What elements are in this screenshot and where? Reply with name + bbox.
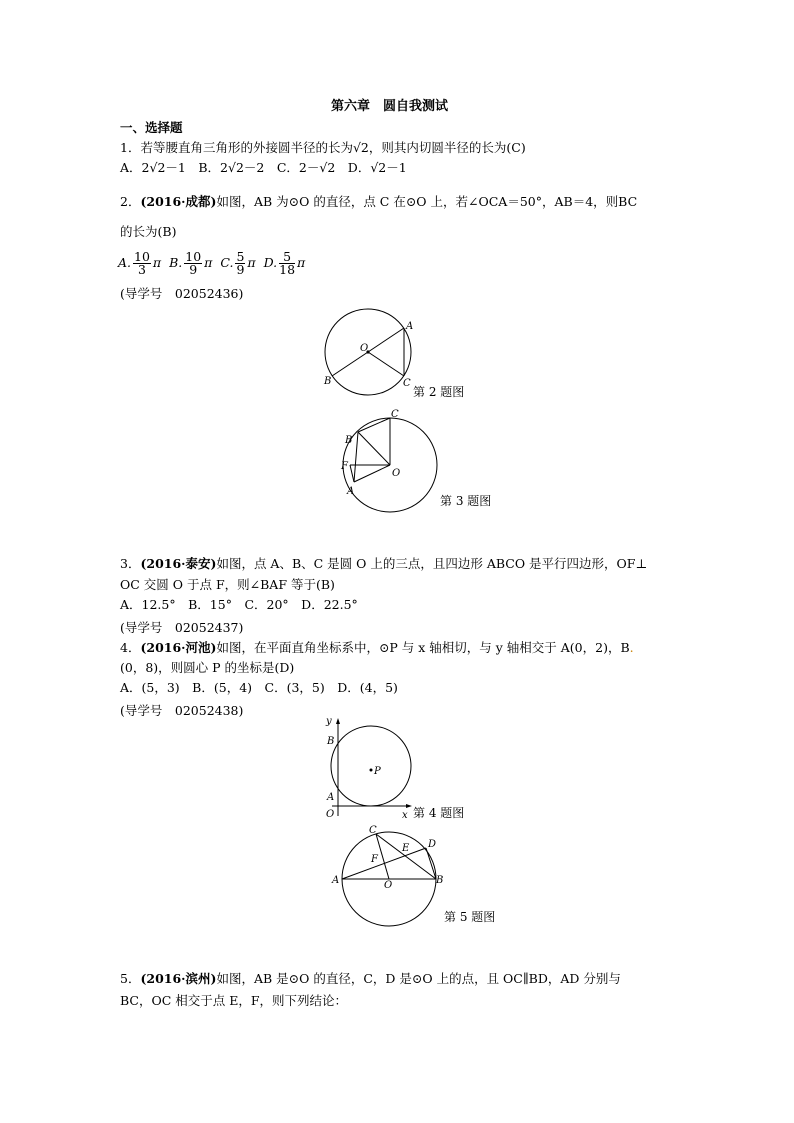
- figure-3-caption: 第 3 题图: [440, 494, 492, 508]
- question-2-source: (2016·成都): [140, 194, 217, 209]
- fig4-label-y: y: [326, 716, 332, 727]
- fig3-label-c: C: [391, 409, 399, 420]
- page-title: 第六章 圆自我测试: [331, 99, 449, 114]
- question-2-line2: 的长为(B): [120, 224, 177, 239]
- fig5-label-o: O: [384, 880, 393, 891]
- fig4-label-b: B: [327, 736, 335, 747]
- fig4-label-o: O: [326, 809, 335, 820]
- question-4-line1: 4．(2016·河池)如图，在平面直角坐标系中，⊙P 与 x 轴相切，与 y 轴相交于 A(0，2)，B.: [120, 640, 634, 655]
- question-5-line1: 5．(2016·滨州)如图，AB 是⊙O 的直径，C，D 是⊙O 上的点，且 OC∥BD，AD 分别与: [120, 971, 621, 986]
- fig2-label-a: A: [406, 321, 414, 332]
- question-3-line2: OC 交圆 O 于点 F，则∠BAF 等于(B): [120, 577, 335, 592]
- fig5-label-d: D: [428, 839, 437, 850]
- figure-5: [330, 822, 520, 932]
- figure-3: [340, 410, 500, 510]
- question-4-source: (2016·河池): [140, 640, 217, 655]
- question-3-guide-number: (导学号 02052437): [120, 620, 244, 635]
- fig2-label-b: B: [324, 376, 332, 387]
- figure-4-caption: 第 4 题图: [413, 806, 465, 820]
- section-heading: 一、选择题: [120, 120, 183, 135]
- figure-5-caption: 第 5 题图: [444, 910, 496, 924]
- fig3-label-b: B: [345, 435, 353, 446]
- question-2-options: A. $\frac{10}{3}$ π B. $\frac{10}{9}$ π C. $\frac{5}{9}$ π D. $\frac{5}{18}$ π: [118, 249, 306, 277]
- question-5-line2: BC，OC 相交于点 E，F，则下列结论：: [120, 993, 348, 1008]
- figure-4: [318, 716, 478, 824]
- question-5-source: (2016·滨州): [140, 971, 217, 986]
- question-4-options: A．(5，3) B．(5，4) C．(3，5) D．(4，5): [120, 680, 398, 695]
- figure-2-caption: 第 2 题图: [413, 385, 465, 399]
- fig2-label-c: C: [403, 378, 411, 389]
- fig5-label-c: C: [369, 825, 377, 836]
- question-1-options: A．2√2－1 B．2√2－2 C．2－√2 D．√2－1: [120, 160, 407, 175]
- fig5-label-b: B: [436, 875, 444, 886]
- fig5-label-a: A: [332, 875, 340, 886]
- question-4-guide-number: (导学号 02052438): [120, 703, 244, 718]
- question-2-line1: 2．(2016·成都)如图，AB 为⊙O 的直径，点 C 在⊙O 上，若∠OCA＝50°，AB＝4，则BC: [120, 194, 638, 209]
- figure-2: [318, 312, 478, 402]
- fig2-label-o: O: [360, 343, 369, 354]
- fig5-label-e: E: [402, 843, 410, 854]
- fig5-label-f: F: [371, 854, 378, 865]
- fig3-label-o: O: [392, 468, 401, 479]
- fig4-label-a: A: [327, 792, 335, 803]
- question-3-source: (2016·泰安): [140, 556, 217, 571]
- fig4-label-x: x: [402, 810, 408, 821]
- question-1-text: 1．若等腰直角三角形的外接圆半径的长为√2，则其内切圆半径的长为(C): [120, 140, 526, 155]
- question-3-line1: 3．(2016·泰安)如图，点 A、B、C 是圆 O 上的三点，且四边形 ABCO 是平行四边形，OF⊥: [120, 556, 648, 571]
- question-4-line2: (0，8)，则圆心 P 的坐标是(D): [120, 660, 295, 675]
- fig3-label-f: F: [341, 461, 348, 472]
- question-2-guide-number: (导学号 02052436): [120, 286, 244, 301]
- question-3-options: A．12.5° B．15° C．20° D．22.5°: [120, 597, 358, 612]
- fig3-label-a: A: [347, 486, 355, 497]
- fig4-label-p: P: [374, 766, 381, 777]
